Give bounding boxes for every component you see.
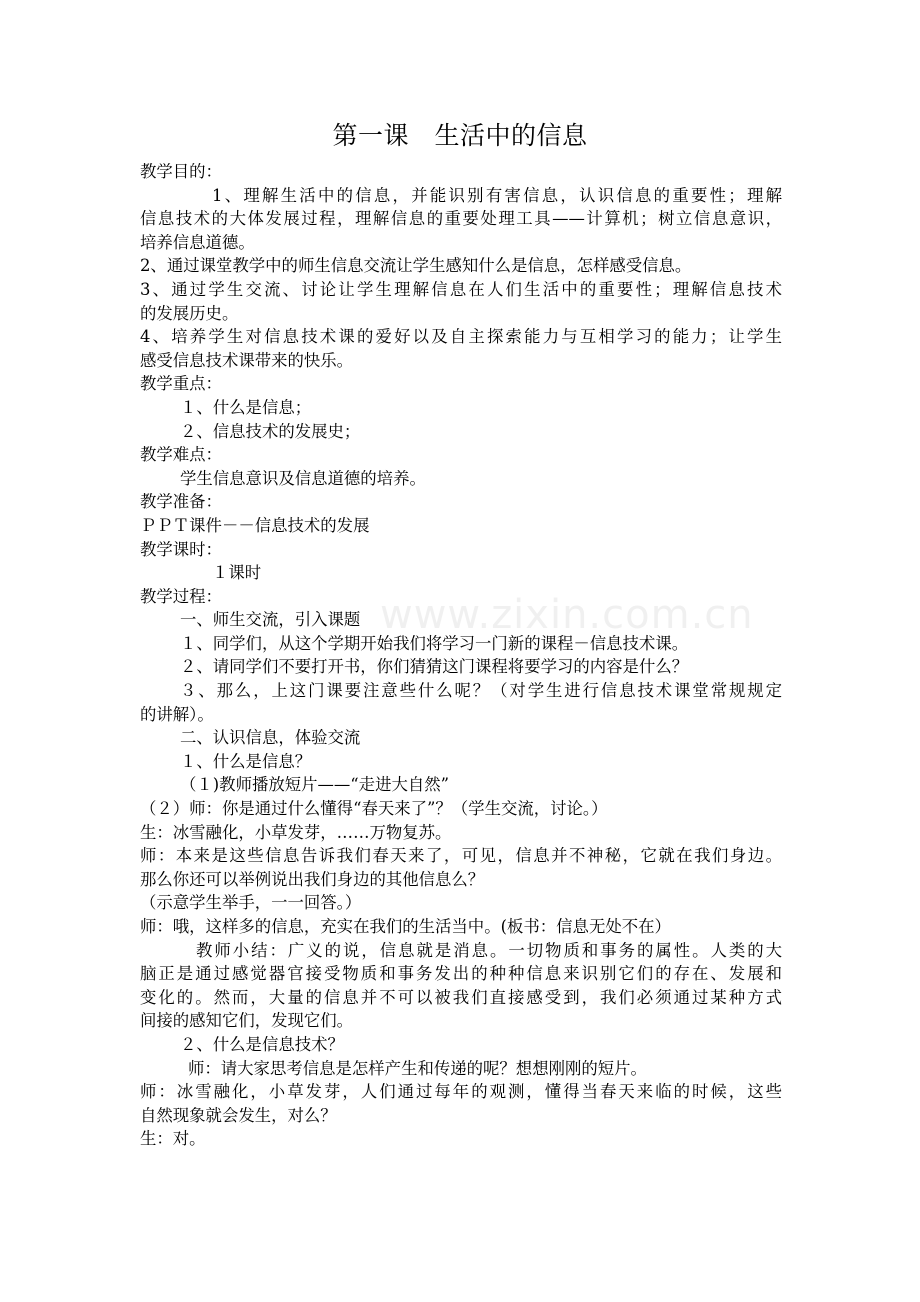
list-item: １、同学们，从这个学期开始我们将学习一门新的课程－信息技术课。 — [180, 633, 689, 653]
paragraph-line: 培养信息道德。 — [140, 232, 255, 252]
paragraph-line: 教师小结：广义的说，信息就是消息。一切物质和事务的属性。人类的大 — [196, 940, 782, 960]
list-item: １、什么是信息； — [180, 397, 312, 417]
subsection-heading: 二、认识信息，体验交流 — [180, 728, 361, 748]
paragraph-line: 生：冰雪融化，小草发芽，……万物复苏。 — [140, 822, 452, 842]
list-item: ３、那么，上这门课要注意些什么呢？（对学生进行信息技术课堂常规规定 — [180, 681, 782, 701]
list-item: １、什么是信息？ — [180, 751, 312, 771]
list-item: （１)教师播放短片——“走进大自然” — [180, 775, 450, 795]
paragraph-line: 的讲解）。 — [140, 704, 214, 724]
paragraph-line: 信息技术的大体发展过程，理解信息的重要处理工具——计算机；树立信息意识， — [140, 209, 782, 229]
paragraph-line: 师：本来是这些信息告诉我们春天来了，可见，信息并不神秘，它就在我们身边。 — [140, 846, 782, 866]
page-title: 第一课 生活中的信息 — [332, 121, 588, 150]
document-body — [140, 160, 782, 1151]
paragraph-line: 那么你还可以举例说出我们身边的其他信息么？ — [140, 869, 485, 889]
paragraph-line: 自然现象就会发生，对么？ — [140, 1105, 337, 1125]
subsection-heading: 一、师生交流，引入课题 — [180, 610, 361, 630]
watermark: www.zixin.com.cn — [380, 592, 754, 638]
section-heading: 教学课时： — [140, 539, 222, 559]
paragraph-line: （示意学生举手，一一回答。） — [140, 893, 362, 913]
paragraph-line: ＰＰＴ课件－－信息技术的发展 — [140, 515, 370, 535]
paragraph-line: 间接的感知它们，发现它们。 — [140, 1011, 354, 1031]
list-item: ２、请同学们不要打开书，你们猜猜这门课程将要学习的内容是什么？ — [180, 657, 689, 677]
paragraph-line: 的发展历史。 — [140, 303, 239, 323]
paragraph-line: 2、通过课堂教学中的师生信息交流让学生感知什么是信息，怎样感受信息。 — [140, 256, 692, 276]
section-heading: 教学难点： — [140, 445, 222, 465]
paragraph-line: （２）师：你是通过什么懂得“春天来了”？（学生交流，讨论。） — [140, 799, 608, 819]
list-item: ２、信息技术的发展史； — [180, 421, 361, 441]
paragraph-line: 变化的。然而，大量的信息并不可以被我们直接感受到，我们必须通过某种方式 — [140, 987, 782, 1007]
paragraph-line: １课时 — [212, 563, 262, 583]
section-heading: 教学重点： — [140, 374, 222, 394]
paragraph-line: 师：请大家思考信息是怎样产生和传递的呢？想想刚刚的短片。 — [188, 1058, 647, 1078]
paragraph-line: 师：冰雪融化，小草发芽，人们通过每年的观测，懂得当春天来临的时候，这些 — [140, 1082, 782, 1102]
paragraph-line: 感受信息技术课带来的快乐。 — [140, 350, 354, 370]
paragraph-line: 脑正是通过感觉器官接受物质和事务发出的种种信息来识别它们的存在、发展和 — [140, 964, 782, 984]
paragraph-line: 1、理解生活中的信息，并能识别有害信息，认识信息的重要性；理解 — [212, 185, 782, 205]
paragraph-line: 生：对。 — [140, 1129, 206, 1149]
paragraph-line: 4、培养学生对信息技术课的爱好以及自主探索能力与互相学习的能力；让学生 — [140, 327, 782, 347]
paragraph-line: 学生信息意识及信息道德的培养。 — [180, 468, 426, 488]
subsection-heading: ２、什么是信息技术？ — [180, 1034, 344, 1054]
paragraph-line: 3、通过学生交流、讨论让学生理解信息在人们生活中的重要性；理解信息技术 — [140, 279, 782, 299]
paragraph-line: 师：哦，这样多的信息，充实在我们的生活当中。(板书：信息无处不在） — [140, 917, 671, 936]
section-heading: 教学过程： — [140, 586, 222, 606]
section-heading: 教学准备： — [140, 492, 222, 512]
section-heading: 教学目的： — [140, 162, 222, 181]
